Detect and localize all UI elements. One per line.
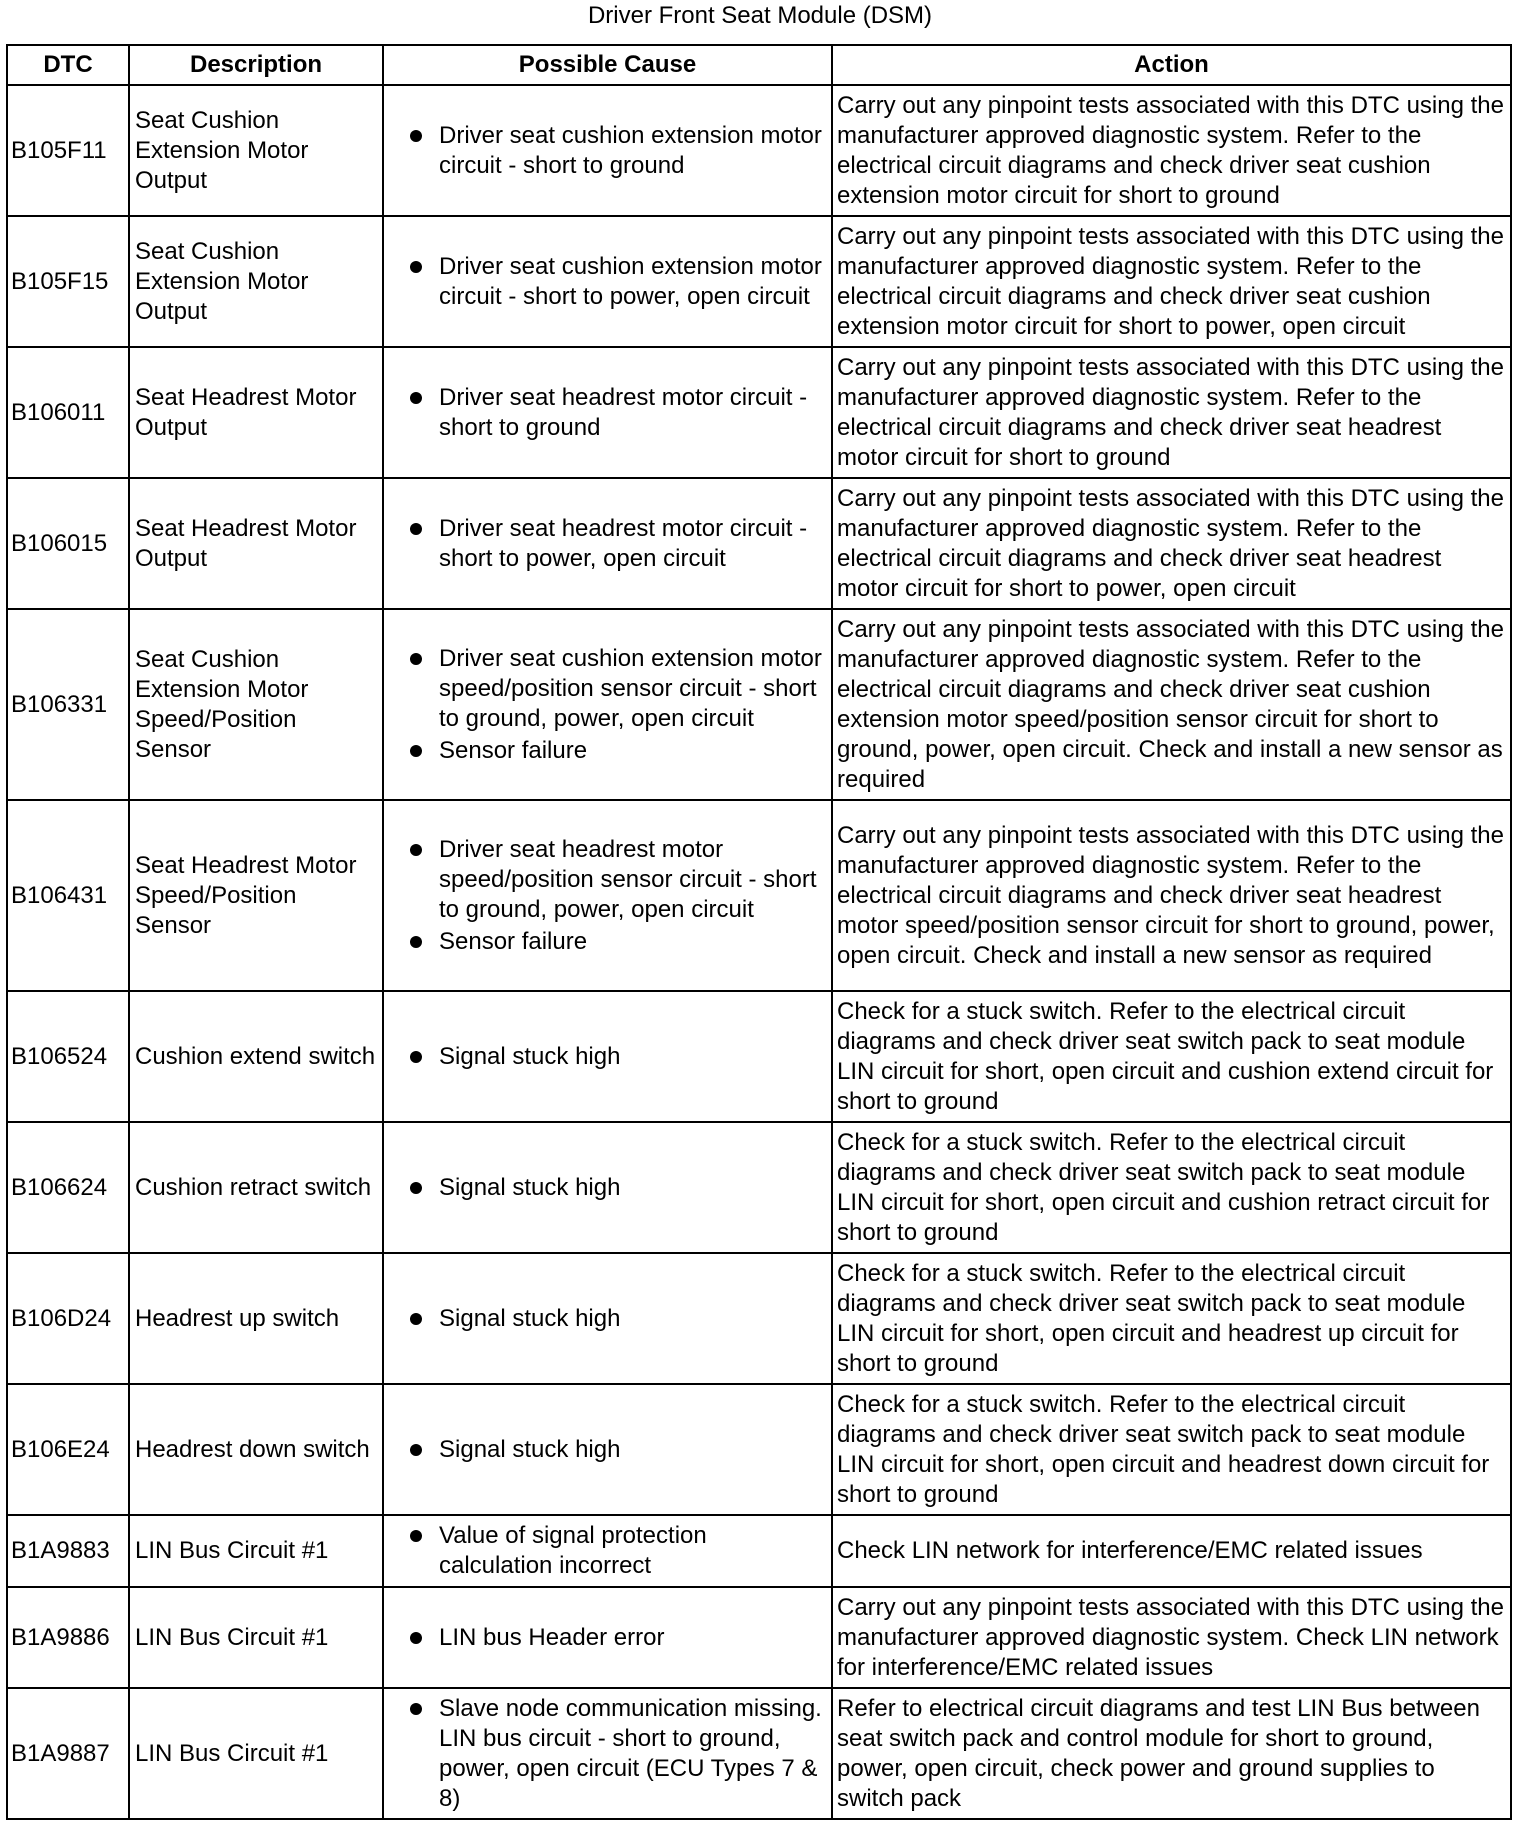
dtc-code-cell: B1A9887 — [7, 1688, 129, 1819]
action-cell: Check for a stuck switch. Refer to the electrical circuit diagrams and check driver seat switch pack to seat module LIN circuit for short, open circuit and cushion extend circuit for short to ground — [832, 991, 1511, 1122]
cause-list — [389, 1042, 826, 1072]
possible-cause-cell — [383, 1253, 832, 1384]
dtc-code-cell: B1A9886 — [7, 1587, 129, 1688]
document-title: Driver Front Seat Module (DSM) — [587, 2, 933, 29]
cause-list — [389, 835, 826, 957]
description-cell: Seat Cushion Extension Motor Output — [129, 85, 383, 216]
possible-cause-cell — [383, 1384, 832, 1515]
cause-item: Driver seat headrest motor circuit - short to power, open circuit — [389, 514, 826, 574]
description-cell: Cushion retract switch — [129, 1122, 383, 1253]
dtc-code-cell: B106E24 — [7, 1384, 129, 1515]
description-cell: Seat Cushion Extension Motor Speed/Position Sensor — [129, 609, 383, 800]
cause-item: Driver seat cushion extension motor speed/position sensor circuit - short to ground, power, open circuit — [389, 644, 826, 734]
cause-item: Signal stuck high — [389, 1304, 826, 1334]
cause-list — [389, 1304, 826, 1334]
possible-cause-cell — [383, 1688, 832, 1819]
action-cell: Check for a stuck switch. Refer to the electrical circuit diagrams and check driver seat switch pack to seat module LIN circuit for short, open circuit and headrest up circuit for short to ground — [832, 1253, 1511, 1384]
description-cell: Seat Cushion Extension Motor Output — [129, 216, 383, 347]
table-row — [7, 478, 1511, 609]
cause-item: LIN bus Header error — [389, 1623, 826, 1653]
description-cell: Cushion extend switch — [129, 991, 383, 1122]
table-row — [7, 1122, 1511, 1253]
cause-item: Sensor failure — [389, 736, 826, 766]
possible-cause-cell — [383, 1515, 832, 1587]
dtc-code-cell: B105F11 — [7, 85, 129, 216]
description-cell: LIN Bus Circuit #1 — [129, 1587, 383, 1688]
dtc-code-cell: B106524 — [7, 991, 129, 1122]
description-cell: Seat Headrest Motor Speed/Position Sensor — [129, 800, 383, 991]
column-header-description: Description — [129, 45, 383, 85]
action-cell: Carry out any pinpoint tests associated with this DTC using the manufacturer approved diagnostic system. Refer to the electrical circuit diagrams and check driver seat cushion extension motor circuit for short to power, open circuit — [832, 216, 1511, 347]
action-cell: Carry out any pinpoint tests associated with this DTC using the manufacturer approved diagnostic system. Refer to the electrical circuit diagrams and check driver seat headrest motor speed/position sensor circuit for short to ground, power, open circuit. Check and install a new sensor as required — [832, 800, 1511, 991]
table-row — [7, 991, 1511, 1122]
cause-list — [389, 383, 826, 443]
dtc-code-cell: B106D24 — [7, 1253, 129, 1384]
dtc-code-cell: B1A9883 — [7, 1515, 129, 1587]
dtc-code-cell: B106431 — [7, 800, 129, 991]
table-row — [7, 1253, 1511, 1384]
table-row — [7, 1515, 1511, 1587]
table-row — [7, 85, 1511, 216]
cause-list — [389, 252, 826, 312]
cause-item: Slave node communication missing. LIN bus circuit - short to ground, power, open circuit (ECU Types 7 & 8) — [389, 1694, 826, 1814]
cause-list — [389, 1173, 826, 1203]
possible-cause-cell — [383, 1587, 832, 1688]
cause-item: Driver seat headrest motor speed/position sensor circuit - short to ground, power, open circuit — [389, 835, 826, 925]
action-cell: Check for a stuck switch. Refer to the electrical circuit diagrams and check driver seat switch pack to seat module LIN circuit for short, open circuit and cushion retract circuit for short to ground — [832, 1122, 1511, 1253]
table-row — [7, 347, 1511, 478]
table-row — [7, 609, 1511, 800]
description-cell: LIN Bus Circuit #1 — [129, 1688, 383, 1819]
action-cell: Carry out any pinpoint tests associated with this DTC using the manufacturer approved diagnostic system. Refer to the electrical circuit diagrams and check driver seat cushion extension motor speed/position sensor circuit for short to ground, power, open circuit. Check and install a new sensor as required — [832, 609, 1511, 800]
possible-cause-cell — [383, 991, 832, 1122]
column-header-action: Action — [832, 45, 1511, 85]
column-header-dtc: DTC — [7, 45, 129, 85]
possible-cause-cell — [383, 478, 832, 609]
possible-cause-cell — [383, 800, 832, 991]
table-row — [7, 216, 1511, 347]
description-cell: Seat Headrest Motor Output — [129, 347, 383, 478]
table-row — [7, 1587, 1511, 1688]
column-header-possible-cause: Possible Cause — [383, 45, 832, 85]
cause-item: Driver seat cushion extension motor circuit - short to power, open circuit — [389, 252, 826, 312]
action-cell: Carry out any pinpoint tests associated with this DTC using the manufacturer approved diagnostic system. Refer to the electrical circuit diagrams and check driver seat headrest motor circuit for short to power, open circuit — [832, 478, 1511, 609]
cause-item: Driver seat cushion extension motor circuit - short to ground — [389, 121, 826, 181]
cause-item: Driver seat headrest motor circuit - short to ground — [389, 383, 826, 443]
table-header-row — [7, 45, 1511, 85]
cause-list — [389, 1435, 826, 1465]
action-cell: Check for a stuck switch. Refer to the electrical circuit diagrams and check driver seat switch pack to seat module LIN circuit for short, open circuit and headrest down circuit for short to ground — [832, 1384, 1511, 1515]
cause-list — [389, 121, 826, 181]
dtc-code-cell: B106015 — [7, 478, 129, 609]
cause-item: Sensor failure — [389, 927, 826, 957]
dtc-code-cell: B106331 — [7, 609, 129, 800]
possible-cause-cell — [383, 1122, 832, 1253]
possible-cause-cell — [383, 85, 832, 216]
action-cell: Carry out any pinpoint tests associated with this DTC using the manufacturer approved diagnostic system. Refer to the electrical circuit diagrams and check driver seat headrest motor circuit for short to ground — [832, 347, 1511, 478]
description-cell: Seat Headrest Motor Output — [129, 478, 383, 609]
dtc-code-cell: B106011 — [7, 347, 129, 478]
dtc-code-cell: B106624 — [7, 1122, 129, 1253]
possible-cause-cell — [383, 609, 832, 800]
possible-cause-cell — [383, 347, 832, 478]
cause-item: Signal stuck high — [389, 1173, 826, 1203]
cause-item: Value of signal protection calculation incorrect — [389, 1521, 826, 1581]
description-cell: Headrest down switch — [129, 1384, 383, 1515]
dtc-code-cell: B105F15 — [7, 216, 129, 347]
table-row — [7, 800, 1511, 991]
action-cell: Check LIN network for interference/EMC related issues — [832, 1515, 1511, 1587]
description-cell: Headrest up switch — [129, 1253, 383, 1384]
cause-list — [389, 1521, 826, 1581]
possible-cause-cell — [383, 216, 832, 347]
cause-item: Signal stuck high — [389, 1042, 826, 1072]
cause-list — [389, 644, 826, 766]
table-row — [7, 1688, 1511, 1819]
table-row — [7, 1384, 1511, 1515]
action-cell: Refer to electrical circuit diagrams and test LIN Bus between seat switch pack and control module for short to ground, power, open circuit, check power and ground supplies to switch pack — [832, 1688, 1511, 1819]
cause-list — [389, 1623, 826, 1653]
cause-list — [389, 1694, 826, 1814]
action-cell: Carry out any pinpoint tests associated with this DTC using the manufacturer approved diagnostic system. Check LIN network for interference/EMC related issues — [832, 1587, 1511, 1688]
description-cell: LIN Bus Circuit #1 — [129, 1515, 383, 1587]
cause-item: Signal stuck high — [389, 1435, 826, 1465]
cause-list — [389, 514, 826, 574]
dtc-table — [6, 44, 1512, 1820]
action-cell: Carry out any pinpoint tests associated with this DTC using the manufacturer approved diagnostic system. Refer to the electrical circuit diagrams and check driver seat cushion extension motor circuit for short to ground — [832, 85, 1511, 216]
